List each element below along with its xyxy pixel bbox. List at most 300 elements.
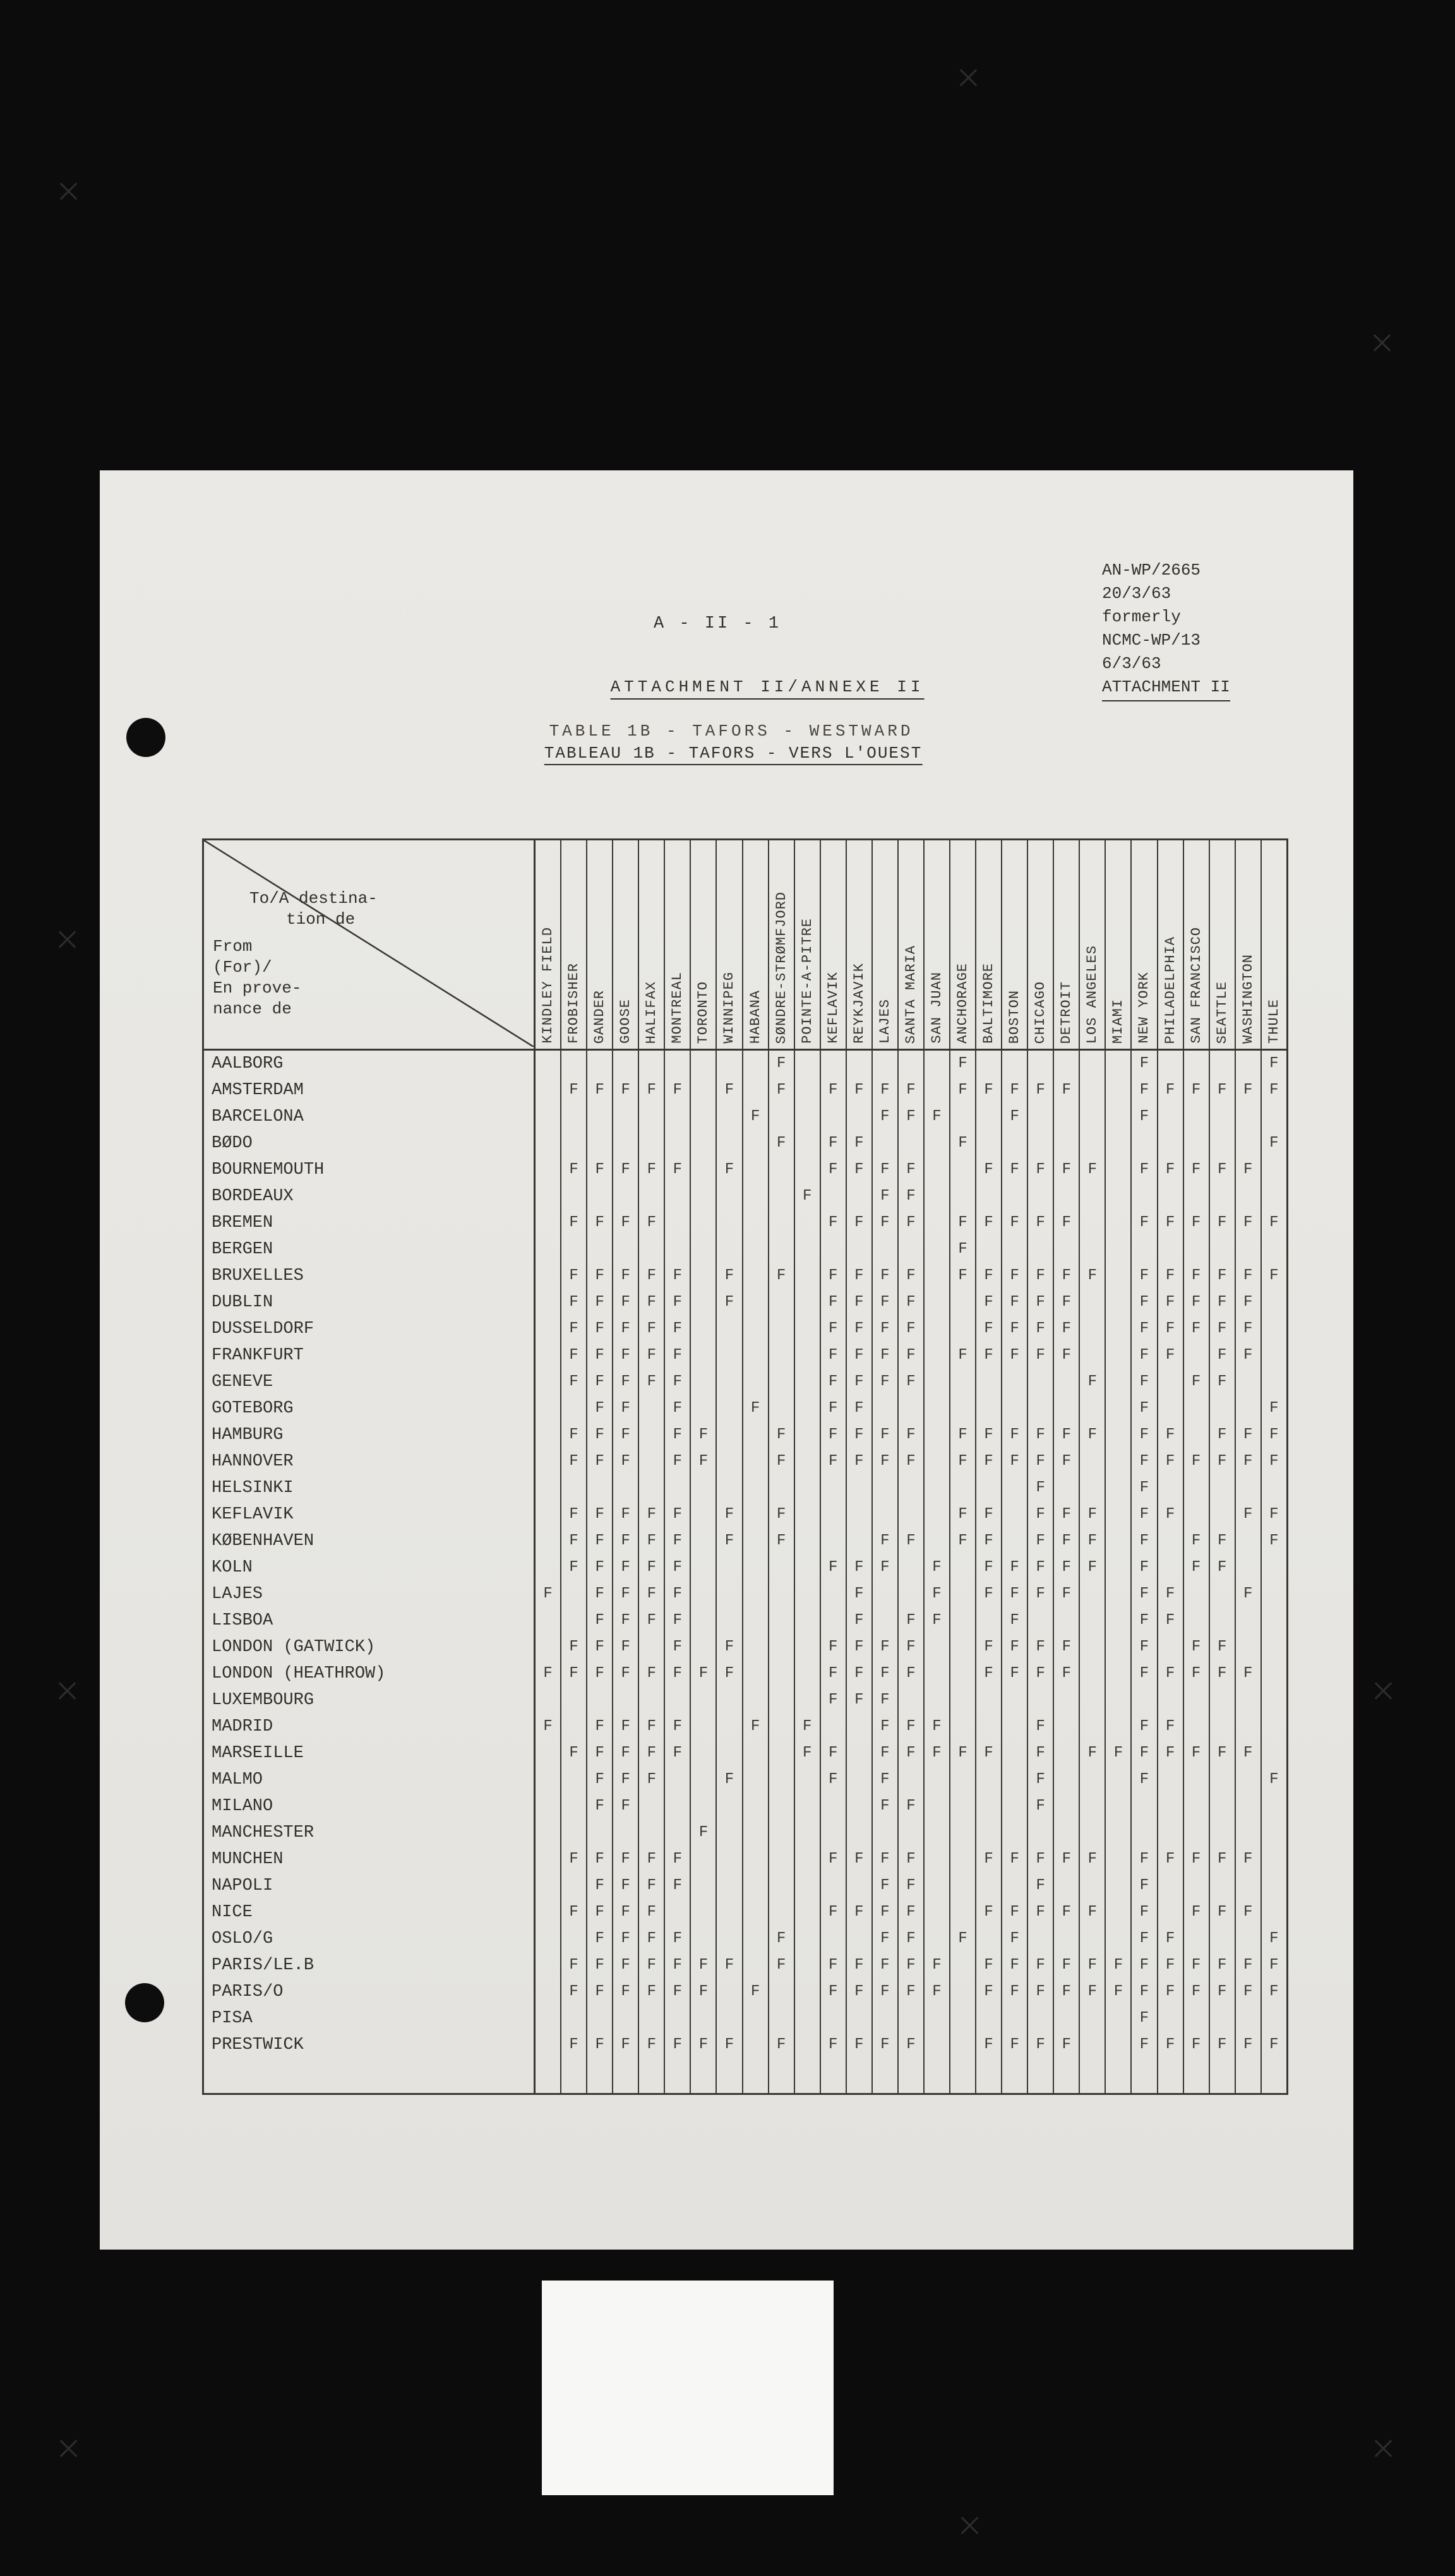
- grid-cell: [769, 1236, 795, 1263]
- grid-cell: [613, 1104, 639, 1130]
- grid-cell: [665, 1051, 691, 1077]
- grid-cell: [536, 1395, 561, 1422]
- grid-cell: F: [1132, 1740, 1158, 1767]
- grid-cell: [1184, 1051, 1210, 1077]
- grid-cell: [925, 2005, 950, 2032]
- grid-cell: F: [1236, 1316, 1262, 1342]
- grid-cell: F: [587, 1873, 613, 1899]
- grid-cell: [1236, 1369, 1262, 1395]
- grid-cell: [847, 1051, 873, 1077]
- grid-cell: F: [847, 1130, 873, 1157]
- grid-cell: F: [665, 1846, 691, 1873]
- grid-cell: [717, 1448, 743, 1475]
- grid-cell: F: [561, 1077, 587, 1104]
- grid-cell: [717, 1130, 743, 1157]
- grid-cell: F: [821, 1661, 847, 1687]
- table-row: [204, 1581, 1286, 1607]
- grid-cell: [536, 1820, 561, 1846]
- grid-cell: F: [1132, 2005, 1158, 2032]
- grid-cell: F: [847, 1846, 873, 1873]
- grid-cell: [743, 1634, 769, 1661]
- grid-cell: F: [587, 1554, 613, 1581]
- grid-cell: [795, 1448, 821, 1475]
- grid-cell: F: [639, 1661, 665, 1687]
- grid-cell: [1262, 1687, 1286, 1714]
- grid-cell: F: [1002, 1846, 1028, 1873]
- grid-cell: [536, 1316, 561, 1342]
- grid-cell: F: [1210, 1157, 1236, 1183]
- grid-cell: [1106, 1528, 1132, 1554]
- filler-cell: [950, 2058, 976, 2093]
- table-row: [204, 1634, 1286, 1661]
- grid-cell: [1080, 1607, 1106, 1634]
- grid-cell: [795, 1767, 821, 1793]
- grid-cell: F: [536, 1581, 561, 1607]
- grid-cell: F: [821, 1263, 847, 1289]
- grid-cell: [1002, 1236, 1028, 1263]
- grid-cell: F: [613, 1581, 639, 1607]
- grid-cell: F: [613, 1767, 639, 1793]
- grid-cell: F: [561, 1157, 587, 1183]
- grid-cell: [1080, 1051, 1106, 1077]
- table-filler-row: [204, 2058, 1286, 2093]
- grid-cell: [1210, 1793, 1236, 1820]
- grid-cell: F: [587, 1607, 613, 1634]
- grid-cell: [561, 1714, 587, 1740]
- grid-cell: [1106, 1501, 1132, 1528]
- grid-cell: F: [561, 1342, 587, 1369]
- grid-cell: F: [1028, 1077, 1054, 1104]
- grid-cell: F: [873, 1952, 899, 1979]
- corner-to-line: tion de: [286, 910, 356, 929]
- grid-cell: F: [976, 1210, 1002, 1236]
- column-header: [1002, 840, 1028, 1049]
- grid-cell: [769, 1687, 795, 1714]
- ref-line: 20/3/63: [1102, 584, 1171, 603]
- grid-cell: [1106, 1554, 1132, 1581]
- grid-cell: F: [561, 1289, 587, 1316]
- grid-cell: F: [1002, 1422, 1028, 1448]
- grid-cell: [795, 1077, 821, 1104]
- corner-from-line: From: [213, 937, 253, 956]
- table-row: [204, 1607, 1286, 1634]
- grid-cell: [1080, 1448, 1106, 1475]
- grid-cell: [639, 1475, 665, 1501]
- grid-cell: [1210, 1104, 1236, 1130]
- grid-cell: [561, 1475, 587, 1501]
- grid-cell: [717, 1979, 743, 2005]
- grid-cell: [821, 1104, 847, 1130]
- column-header-label: POINTE-A-PITRE: [799, 918, 815, 1044]
- grid-cell: [899, 1554, 925, 1581]
- grid-cell: [1106, 1130, 1132, 1157]
- grid-cell: F: [1236, 1289, 1262, 1316]
- grid-cell: F: [665, 1501, 691, 1528]
- grid-cell: F: [899, 1369, 925, 1395]
- grid-cell: [1080, 1926, 1106, 1952]
- grid-cell: [769, 1846, 795, 1873]
- grid-cell: [1210, 1395, 1236, 1422]
- grid-cell: [665, 1475, 691, 1501]
- grid-cell: F: [1269, 1930, 1279, 1947]
- grid-cell: F: [665, 2032, 691, 2058]
- grid-cell: [769, 1661, 795, 1687]
- grid-cell: F: [1236, 1422, 1262, 1448]
- grid-cell: [795, 1475, 821, 1501]
- grid-cell: [743, 1554, 769, 1581]
- grid-cell: [1106, 1104, 1132, 1130]
- grid-cell: [743, 1342, 769, 1369]
- grid-cell: [925, 1926, 950, 1952]
- column-header: [873, 840, 899, 1049]
- grid-cell: F: [1054, 1316, 1080, 1342]
- grid-cell: [769, 1210, 795, 1236]
- table-row: [204, 1873, 1286, 1899]
- grid-cell: F: [769, 1501, 795, 1528]
- grid-cell: [925, 1157, 950, 1183]
- grid-cell: F: [1054, 1157, 1080, 1183]
- grid-cell: [1184, 1873, 1210, 1899]
- grid-cell: F: [769, 1263, 795, 1289]
- grid-cell: [691, 1899, 717, 1926]
- grid-cell: [1106, 2005, 1132, 2032]
- grid-cell: F: [847, 1263, 873, 1289]
- grid-cell: F: [561, 1554, 587, 1581]
- grid-cell: F: [847, 1422, 873, 1448]
- grid-cell: F: [925, 1740, 950, 1767]
- grid-cell: F: [665, 1873, 691, 1899]
- grid-cell: F: [1236, 1846, 1262, 1873]
- grid-cell: [639, 1820, 665, 1846]
- grid-cell: F: [665, 1369, 691, 1395]
- column-header-label: MONTREAL: [669, 972, 686, 1044]
- grid-cell: F: [1210, 1210, 1236, 1236]
- grid-cell: [743, 1820, 769, 1846]
- column-header: [795, 840, 821, 1049]
- grid-cell: [1262, 1475, 1286, 1501]
- grid-cell: F: [976, 1581, 1002, 1607]
- column-header-label: SAN JUAN: [928, 972, 945, 1044]
- grid-cell: F: [613, 1395, 639, 1422]
- grid-cell: [899, 1501, 925, 1528]
- grid-cell: F: [1158, 1422, 1184, 1448]
- grid-cell: [795, 1661, 821, 1687]
- grid-cell: F: [1184, 1528, 1210, 1554]
- column-header-label: KEFLAVIK: [825, 972, 841, 1044]
- grid-cell: [639, 1793, 665, 1820]
- grid-cell: F: [1028, 1528, 1054, 1554]
- grid-cell: F: [976, 1501, 1002, 1528]
- grid-cell: F: [665, 1448, 691, 1475]
- grid-cell: F: [1132, 1926, 1158, 1952]
- grid-cell: [1210, 1581, 1236, 1607]
- grid-cell: F: [1080, 1369, 1106, 1395]
- grid-cell: F: [561, 1952, 587, 1979]
- grid-cell: F: [925, 1952, 950, 1979]
- grid-cell: F: [1028, 1342, 1054, 1369]
- grid-cell: F: [639, 1899, 665, 1926]
- table-row: [204, 1528, 1286, 1554]
- grid-cell: [536, 2005, 561, 2032]
- grid-cell: [795, 1342, 821, 1369]
- grid-cell: [536, 1183, 561, 1210]
- grid-cell: F: [899, 1846, 925, 1873]
- grid-cell: F: [587, 1528, 613, 1554]
- grid-cell: F: [691, 1661, 717, 1687]
- grid-cell: [691, 1475, 717, 1501]
- grid-cell: F: [899, 1422, 925, 1448]
- grid-cell: [1158, 1369, 1184, 1395]
- grid-cell: [925, 1395, 950, 1422]
- grid-cell: [691, 1316, 717, 1342]
- grid-cell: [1210, 1767, 1236, 1793]
- grid-cell: [1158, 1793, 1184, 1820]
- grid-cell: [1028, 1183, 1054, 1210]
- grid-cell: F: [950, 1051, 976, 1077]
- grid-cell: F: [1080, 1979, 1106, 2005]
- grid-cell: F: [821, 1740, 847, 1767]
- column-header: [950, 840, 976, 1049]
- grid-cell: F: [769, 1448, 795, 1475]
- grid-cell: [691, 1501, 717, 1528]
- grid-cell: F: [691, 1952, 717, 1979]
- grid-cell: F: [1158, 1077, 1184, 1104]
- grid-cell: [1210, 1687, 1236, 1714]
- grid-cell: F: [1002, 1077, 1028, 1104]
- grid-cell: F: [587, 1926, 613, 1952]
- grid-cell: [691, 1634, 717, 1661]
- table-row: [204, 1263, 1286, 1289]
- grid-cell: [587, 1183, 613, 1210]
- grid-cell: F: [587, 1448, 613, 1475]
- table-row: [204, 1899, 1286, 1926]
- grid-cell: [536, 1952, 561, 1979]
- grid-cell: F: [717, 1767, 743, 1793]
- grid-cell: [950, 1767, 976, 1793]
- grid-cell: [665, 2005, 691, 2032]
- grid-cell: F: [769, 1051, 795, 1077]
- grid-cell: [899, 1236, 925, 1263]
- grid-cell: F: [691, 1422, 717, 1448]
- grid-cell: F: [639, 1926, 665, 1952]
- grid-cell: F: [743, 1104, 769, 1130]
- grid-cell: F: [1028, 1263, 1054, 1289]
- grid-cell: [743, 1448, 769, 1475]
- registration-mark: [56, 1679, 78, 1702]
- grid-cell: [1158, 1820, 1184, 1846]
- grid-cell: F: [1210, 1554, 1236, 1581]
- grid-cell: [1262, 1607, 1286, 1634]
- grid-cell: [1106, 1395, 1132, 1422]
- grid-cell: F: [665, 1926, 691, 1952]
- grid-cell: [1184, 1475, 1210, 1501]
- grid-cell: F: [873, 1899, 899, 1926]
- grid-cell: [1210, 1873, 1236, 1899]
- grid-cell: [743, 1263, 769, 1289]
- grid-cell: [561, 1607, 587, 1634]
- grid-cell: [976, 1104, 1002, 1130]
- grid-cell: [795, 1157, 821, 1183]
- grid-cell: F: [1132, 1210, 1158, 1236]
- grid-cell: F: [613, 1263, 639, 1289]
- grid-cell: F: [1002, 1661, 1028, 1687]
- grid-cell: F: [795, 1714, 821, 1740]
- grid-cell: [950, 2005, 976, 2032]
- grid-cell: [899, 1581, 925, 1607]
- grid-cell: [873, 1236, 899, 1263]
- grid-cell: F: [1028, 1501, 1054, 1528]
- grid-cell: [561, 1051, 587, 1077]
- grid-cell: [950, 1714, 976, 1740]
- grid-cell: F: [976, 1899, 1002, 1926]
- grid-cell: [1158, 1873, 1184, 1899]
- registration-mark: [56, 928, 78, 951]
- grid-cell: [1080, 1183, 1106, 1210]
- ref-line: formerly: [1102, 607, 1181, 626]
- grid-cell: F: [899, 1740, 925, 1767]
- grid-cell: F: [1158, 1448, 1184, 1475]
- grid-cell: [665, 1767, 691, 1793]
- registration-mark: [1372, 1679, 1394, 1702]
- grid-cell: [536, 1740, 561, 1767]
- origin-city-label: BERGEN: [204, 1236, 536, 1263]
- grid-cell: [1236, 2005, 1262, 2032]
- grid-cell: [665, 1130, 691, 1157]
- origin-city-label: MILANO: [204, 1793, 536, 1820]
- grid-cell: [1158, 1687, 1184, 1714]
- column-header-label: HALIFAX: [644, 981, 660, 1044]
- grid-cell: [717, 1714, 743, 1740]
- grid-cell: [795, 1899, 821, 1926]
- grid-cell: F: [717, 1077, 743, 1104]
- grid-cell: F: [587, 1634, 613, 1661]
- grid-cell: F: [950, 1342, 976, 1369]
- grid-cell: F: [899, 1661, 925, 1687]
- grid-cell: F: [613, 1342, 639, 1369]
- grid-cell: [1262, 1714, 1286, 1740]
- grid-cell: F: [1269, 1771, 1279, 1788]
- grid-cell: [1262, 1183, 1286, 1210]
- grid-cell: F: [1184, 1554, 1210, 1581]
- grid-cell: [1002, 1687, 1028, 1714]
- grid-cell: F: [1184, 1952, 1210, 1979]
- grid-cell: F: [1106, 1979, 1132, 2005]
- grid-cell: F: [1184, 1316, 1210, 1342]
- grid-cell: [769, 1793, 795, 1820]
- grid-cell: [691, 1077, 717, 1104]
- grid-cell: [1262, 1581, 1286, 1607]
- grid-cell: F: [613, 1501, 639, 1528]
- grid-cell: [950, 1661, 976, 1687]
- grid-cell: F: [1269, 1983, 1279, 2000]
- grid-cell: F: [561, 1316, 587, 1342]
- grid-cell: F: [1132, 1422, 1158, 1448]
- grid-cell: F: [665, 1157, 691, 1183]
- grid-cell: [821, 1820, 847, 1846]
- grid-cell: F: [899, 1979, 925, 2005]
- grid-cell: [847, 1501, 873, 1528]
- grid-cell: F: [847, 1554, 873, 1581]
- table-row: [204, 1687, 1286, 1714]
- grid-cell: [795, 1369, 821, 1395]
- grid-cell: [976, 1051, 1002, 1077]
- grid-cell: [665, 1210, 691, 1236]
- grid-cell: [536, 1475, 561, 1501]
- grid-cell: F: [950, 1210, 976, 1236]
- grid-cell: F: [976, 1342, 1002, 1369]
- grid-cell: [847, 1767, 873, 1793]
- grid-cell: F: [847, 1369, 873, 1395]
- grid-cell: [691, 1369, 717, 1395]
- grid-cell: [1210, 1607, 1236, 1634]
- grid-cell: F: [1236, 1899, 1262, 1926]
- document-reference: [1102, 559, 1230, 701]
- origin-city-label: LONDON (GATWICK): [204, 1634, 536, 1661]
- table-row: [204, 1448, 1286, 1475]
- grid-cell: F: [1132, 1157, 1158, 1183]
- grid-cell: [536, 1926, 561, 1952]
- table-body: [204, 1051, 1286, 2093]
- grid-cell: F: [847, 1979, 873, 2005]
- filler-cell: [1002, 2058, 1028, 2093]
- grid-cell: [1210, 1501, 1236, 1528]
- grid-cell: F: [1080, 1899, 1106, 1926]
- grid-cell: [847, 1104, 873, 1130]
- grid-cell: F: [1132, 1263, 1158, 1289]
- registration-mark: [57, 2437, 80, 2460]
- grid-cell: [821, 1714, 847, 1740]
- grid-cell: F: [976, 1077, 1002, 1104]
- grid-cell: F: [899, 1210, 925, 1236]
- grid-cell: [795, 1846, 821, 1873]
- grid-cell: [1080, 2032, 1106, 2058]
- grid-cell: [976, 1714, 1002, 1740]
- grid-cell: [821, 1607, 847, 1634]
- grid-cell: F: [1028, 1448, 1054, 1475]
- grid-cell: [925, 1342, 950, 1369]
- grid-cell: [1132, 1130, 1158, 1157]
- grid-cell: F: [639, 1342, 665, 1369]
- grid-cell: [717, 1369, 743, 1395]
- grid-cell: [821, 1926, 847, 1952]
- column-header: [1236, 840, 1262, 1049]
- grid-cell: [536, 1289, 561, 1316]
- grid-cell: [536, 1634, 561, 1661]
- grid-cell: [1184, 1793, 1210, 1820]
- grid-cell: [691, 1873, 717, 1899]
- column-header: [717, 840, 743, 1049]
- grid-cell: [1054, 1767, 1080, 1793]
- grid-cell: F: [847, 1448, 873, 1475]
- grid-cell: [1236, 1634, 1262, 1661]
- grid-cell: F: [1236, 1157, 1262, 1183]
- grid-cell: [1080, 1820, 1106, 1846]
- grid-cell: F: [587, 1714, 613, 1740]
- grid-cell: F: [873, 1767, 899, 1793]
- grid-cell: [691, 1183, 717, 1210]
- grid-cell: F: [1054, 1077, 1080, 1104]
- grid-cell: F: [717, 2032, 743, 2058]
- grid-cell: F: [847, 1289, 873, 1316]
- grid-cell: [691, 1767, 717, 1793]
- grid-cell: F: [899, 1952, 925, 1979]
- grid-cell: F: [1132, 2032, 1158, 2058]
- grid-cell: [795, 1528, 821, 1554]
- column-header-label: WINNIPEG: [721, 972, 738, 1044]
- grid-cell: [561, 1873, 587, 1899]
- grid-cell: F: [976, 1316, 1002, 1342]
- grid-cell: F: [1028, 1422, 1054, 1448]
